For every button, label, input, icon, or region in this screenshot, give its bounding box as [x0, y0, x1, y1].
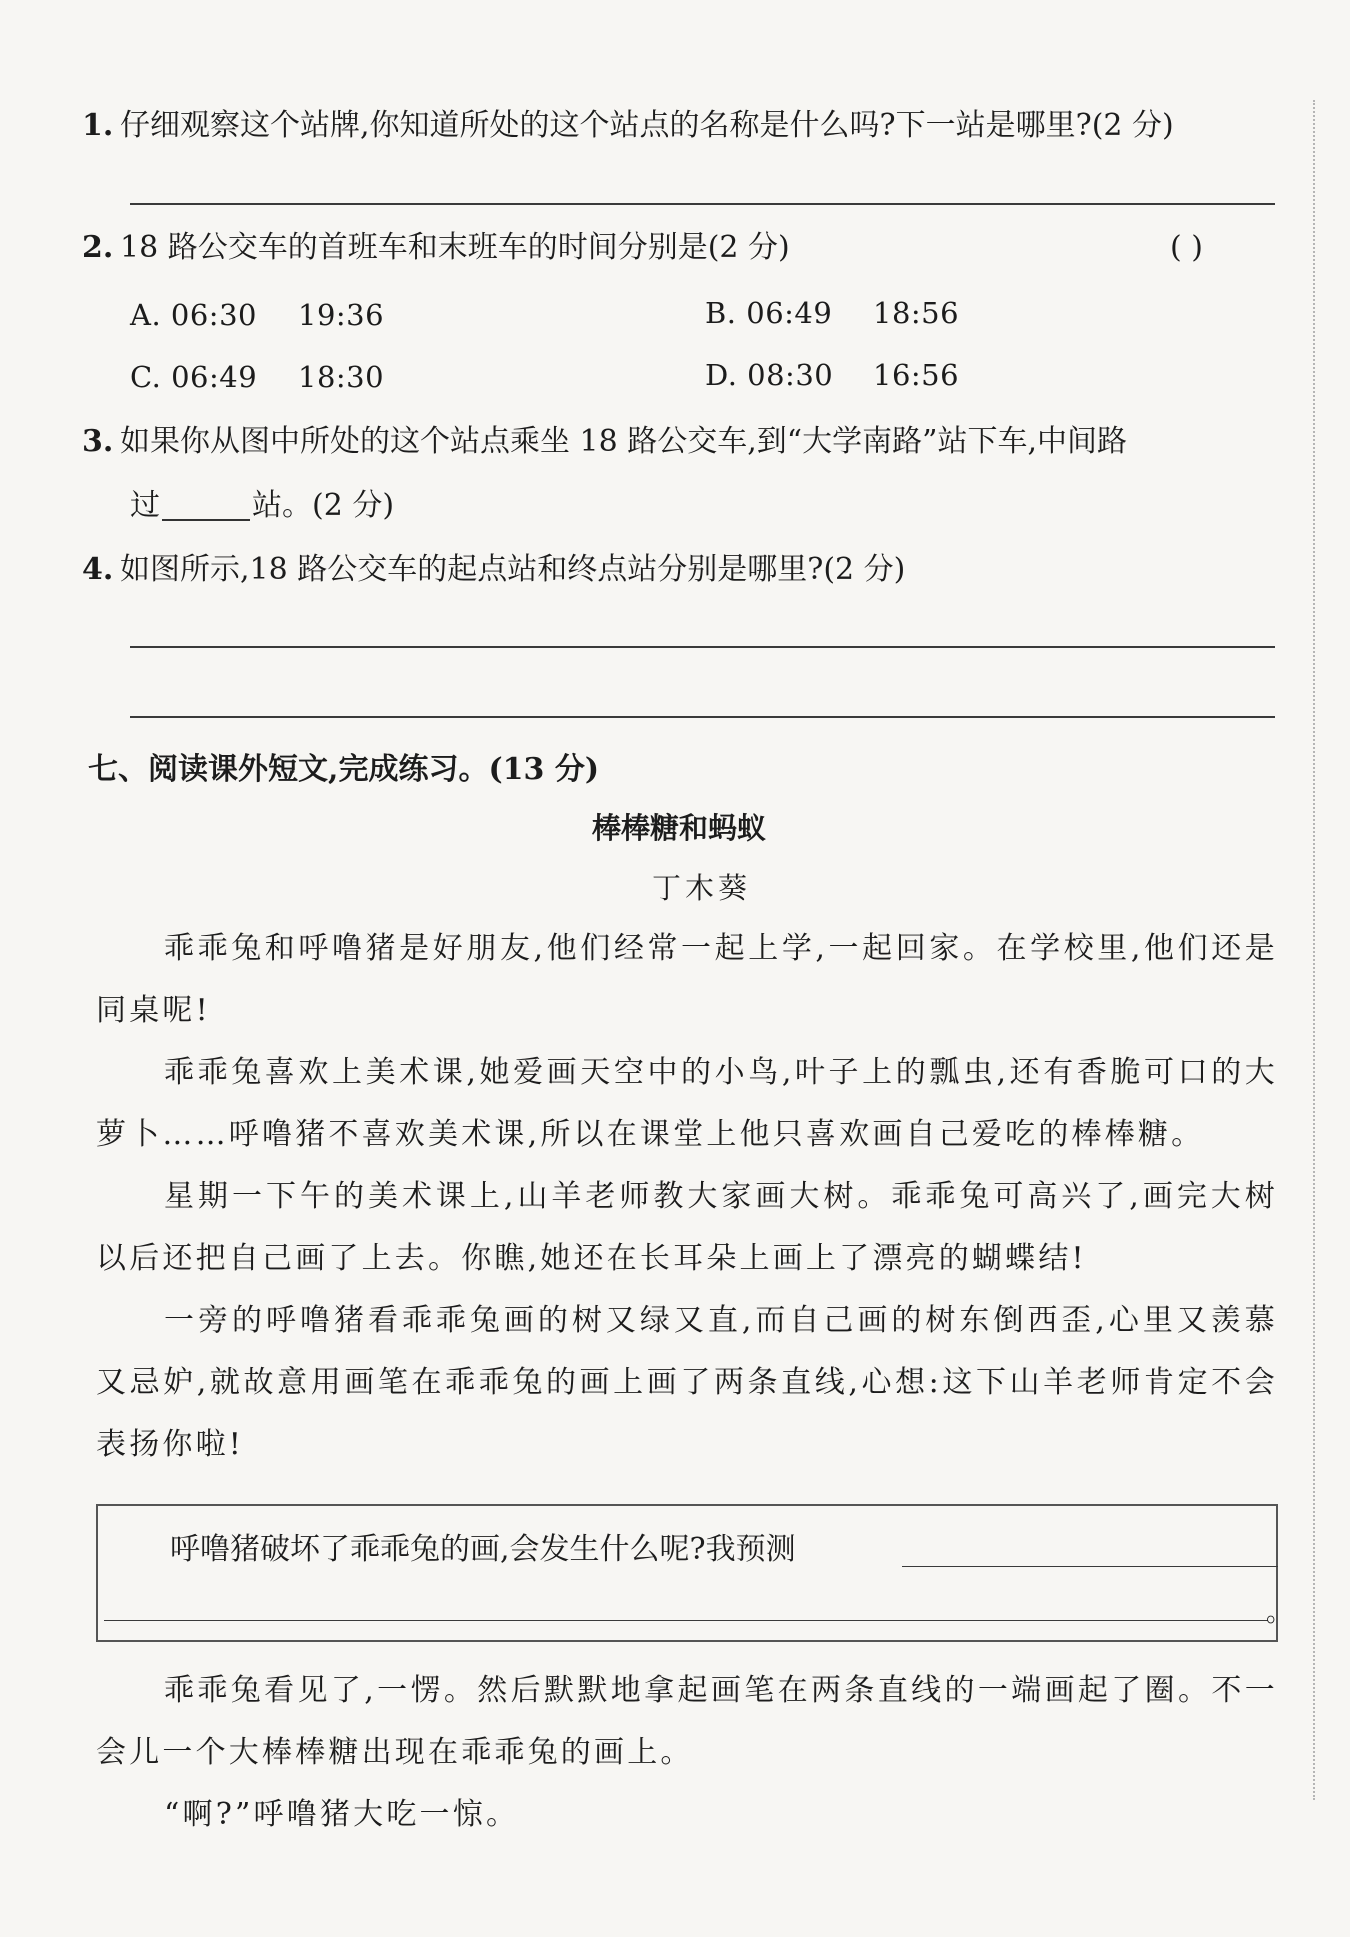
option-b[interactable] — [705, 296, 960, 330]
option-a[interactable] — [130, 298, 385, 332]
option-c-time2: 18:30 — [298, 360, 385, 394]
prediction-line-2[interactable] — [104, 1620, 1268, 1621]
question-3-text-pre: 过 — [130, 488, 160, 523]
option-a-label: A. — [130, 298, 162, 332]
story-paragraph-4: 一旁的呼噜猪看乖乖兔画的树又绿又直,而自己画的树东倒西歪,心里又羡慕又忌妒,就故意用画笔在乖乖兔的画上画了两条直线,心想:这下山羊老师肯定不会表扬你啦! — [96, 1303, 1278, 1462]
story-author: 丁木葵 — [652, 871, 752, 905]
question-4 — [82, 548, 905, 592]
option-d-label: D. — [705, 358, 738, 392]
question-2 — [82, 226, 790, 270]
question-1-text: 仔细观察这个站牌,你知道所处的这个站点的名称是什么吗?下一站是哪里?(2 分) — [120, 108, 1174, 143]
answer-line-q4-1[interactable] — [130, 646, 1275, 648]
option-a-time2: 19:36 — [298, 298, 385, 332]
story-body — [96, 918, 1278, 1476]
option-b-time1: 06:49 — [746, 296, 833, 330]
question-4-text: 如图所示,18 路公交车的起点站和终点站分别是哪里?(2 分) — [120, 552, 906, 587]
option-b-label: B. — [705, 296, 737, 330]
prediction-end-mark: 。 — [1266, 1598, 1293, 1628]
answer-parentheses[interactable]: ( ) — [1170, 230, 1203, 265]
question-3-line2 — [130, 484, 394, 528]
story-paragraph-3: 星期一下午的美术课上,山羊老师教大家画大树。乖乖兔可高兴了,画完大树以后还把自己画了上去。你瞧,她还在长耳朵上画上了漂亮的蝴蝶结! — [96, 1179, 1278, 1276]
story-title: 棒棒糖和蚂蚁 — [592, 811, 767, 845]
option-c-time1: 06:49 — [171, 360, 258, 394]
option-c-label: C. — [130, 360, 162, 394]
question-3-text-line1: 如果你从图中所处的这个站点乘坐 18 路公交车,到“大学南路”站下车,中间路 — [120, 424, 1127, 459]
prediction-box — [96, 1504, 1293, 1642]
option-d[interactable] — [705, 358, 960, 392]
question-1-number: 1. — [82, 108, 114, 143]
question-2-number: 2. — [82, 230, 114, 265]
section-heading: 七、阅读课外短文,完成练习。(13 分) — [88, 752, 600, 787]
prediction-prompt: 呼噜猪破坏了乖乖兔的画,会发生什么呢?我预测 — [170, 1532, 796, 1567]
option-c[interactable] — [130, 360, 385, 394]
answer-line-q4-2[interactable] — [130, 716, 1275, 718]
question-4-number: 4. — [82, 552, 114, 587]
question-2-text: 18 路公交车的首班车和末班车的时间分别是(2 分) — [120, 230, 790, 265]
story-paragraph-2: 乖乖兔喜欢上美术课,她爱画天空中的小鸟,叶子上的瓢虫,还有香脆可口的大萝卜……呼噜猪不喜欢美术课,所以在课堂上他只喜欢画自己爱吃的棒棒糖。 — [96, 1055, 1278, 1152]
answer-line-q1[interactable] — [130, 203, 1275, 205]
page-edge-dotted-line — [1313, 100, 1315, 1800]
story-body-continued — [96, 1660, 1278, 1846]
story-paragraph-5: 乖乖兔看见了,一愣。然后默默地拿起画笔在两条直线的一端画起了圈。不一会儿一个大棒棒糖出现在乖乖兔的画上。 — [96, 1673, 1278, 1770]
option-d-time2: 16:56 — [873, 358, 960, 392]
option-a-time1: 06:30 — [170, 298, 257, 332]
option-d-time1: 08:30 — [747, 358, 834, 392]
prediction-line-1[interactable] — [902, 1566, 1278, 1567]
question-3-blank[interactable] — [162, 489, 250, 521]
story-paragraph-6: “啊?”呼噜猪大吃一惊。 — [164, 1797, 520, 1832]
question-3 — [82, 420, 1127, 464]
question-1 — [82, 104, 1174, 148]
question-3-text-post: 站。(2 分) — [252, 488, 395, 523]
story-paragraph-1: 乖乖兔和呼噜猪是好朋友,他们经常一起上学,一起回家。在学校里,他们还是同桌呢! — [96, 931, 1278, 1028]
option-b-time2: 18:56 — [873, 296, 960, 330]
question-3-number: 3. — [82, 424, 114, 459]
